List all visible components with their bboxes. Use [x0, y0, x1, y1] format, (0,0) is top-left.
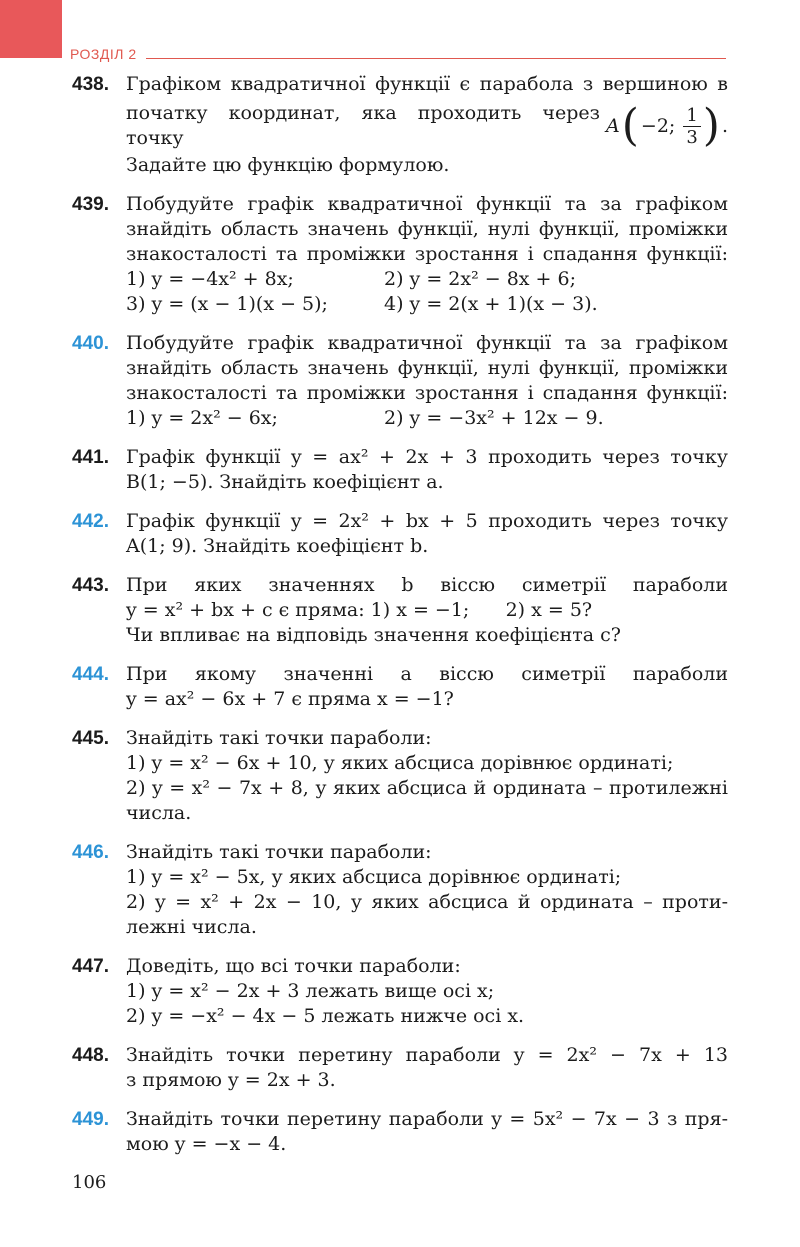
- fraction-numerator: 1: [683, 105, 700, 127]
- problem-text: Знайдіть точки перетину параболи y = 5x² − 7x − 3 з пря-: [126, 1108, 728, 1130]
- problem-text: Побудуйте графік квадратичної функції та за графіком: [126, 193, 728, 215]
- problem-text: знакосталості та проміжки зростання і спадання функції:: [126, 382, 728, 404]
- problem-text: 2) y = x² + 2x − 10, у яких абсциса й ордината – проти-: [126, 891, 728, 913]
- problem-text: Побудуйте графік квадратичної функції та за графіком: [126, 332, 728, 354]
- problem-text: Знайдіть такі точки параболи:: [126, 841, 432, 863]
- problem-text: Задайте цю функцію формулою.: [126, 154, 450, 176]
- problem-text: знакосталості та проміжки зростання і спадання функції:: [126, 243, 728, 265]
- subitem: 2) y = 2x² − 8x + 6;: [384, 268, 576, 290]
- problem-text: 1) y = x² − 6x + 10, у яких абсциса дорівнює ординаті;: [126, 752, 674, 774]
- problem-text: 2) y = x² − 7x + 8, у яких абсциса й ордината – протилежні: [126, 777, 728, 799]
- problem-number: 448.: [72, 1045, 109, 1066]
- problem-text: мою y = −x − 4.: [126, 1133, 287, 1155]
- problem-text: знайдіть область значень функції, нулі функції, проміжки: [126, 357, 728, 379]
- problem-445: [72, 726, 728, 826]
- section-title: РОЗДІЛ 2: [70, 46, 137, 62]
- problem-number: 443.: [72, 575, 109, 596]
- subitem: 3) y = (x − 1)(x − 5);: [126, 293, 328, 315]
- problem-text: Графік функції y = ax² + 2x + 3 проходить через точку: [126, 446, 728, 468]
- fraction-denominator: 3: [686, 126, 698, 148]
- problem-441: [72, 445, 728, 495]
- period: .: [721, 114, 728, 137]
- problem-text: Знайдіть такі точки параболи:: [126, 727, 432, 749]
- problem-text: При якому значенні a віссю симетрії параболи: [126, 663, 728, 685]
- problem-text: Чи впливає на відповідь значення коефіцієнта c?: [126, 624, 621, 646]
- problem-446: [72, 840, 728, 940]
- problem-number: 446.: [72, 842, 109, 863]
- problem-text: початку координат, яка проходить через точку: [126, 102, 600, 149]
- problem-text: y = x² + bx + c є пряма: 1) x = −1; 2) x = 5?: [126, 599, 593, 621]
- problem-text: Знайдіть точки перетину параболи y = 2x² − 7x + 13: [126, 1044, 728, 1066]
- problem-447: [72, 954, 728, 1029]
- section-color-tab: [0, 0, 62, 58]
- problem-448: [72, 1043, 728, 1093]
- subitem: 1) y = −4x² + 8x;: [126, 268, 294, 290]
- problem-442: [72, 509, 728, 559]
- point-x: −2;: [640, 114, 676, 137]
- problem-number: 441.: [72, 447, 109, 468]
- problem-438: [72, 72, 728, 178]
- problem-text: При яких значеннях b віссю симетрії параболи: [126, 574, 728, 596]
- problem-number: 442.: [72, 511, 109, 532]
- problem-text: Доведіть, що всі точки параболи:: [126, 955, 461, 977]
- page-number: 106: [72, 1172, 107, 1193]
- problem-text: Графіком квадратичної функції є парабола з вершиною в: [126, 73, 728, 95]
- problem-text: числа.: [126, 802, 192, 824]
- problem-number: 444.: [72, 664, 109, 685]
- problem-text: лежні числа.: [126, 916, 257, 938]
- header-rule: [146, 58, 726, 59]
- problem-number: 439.: [72, 194, 109, 215]
- problem-text: з прямою y = 2x + 3.: [126, 1069, 336, 1091]
- close-paren: ): [702, 100, 720, 151]
- problem-number: 449.: [72, 1109, 109, 1130]
- problem-text: B(1; −5). Знайдіть коефіцієнт a.: [126, 471, 444, 493]
- problems-list: [72, 72, 728, 1171]
- problem-443: [72, 573, 728, 648]
- problem-number: 447.: [72, 956, 109, 977]
- problem-444: [72, 662, 728, 712]
- problem-text: знайдіть область значень функції, нулі функції, проміжки: [126, 218, 728, 240]
- problem-number: 445.: [72, 728, 109, 749]
- subitem: 2) y = −3x² + 12x − 9.: [384, 407, 604, 429]
- problem-number: 440.: [72, 333, 109, 354]
- point-formula: [606, 100, 728, 151]
- problem-439: [72, 192, 728, 317]
- problem-440: [72, 331, 728, 431]
- problem-text: y = ax² − 6x + 7 є пряма x = −1?: [126, 688, 454, 710]
- fraction: [683, 105, 700, 148]
- problem-number: 438.: [72, 74, 109, 95]
- problem-text: 1) y = x² − 2x + 3 лежать вище осі x;: [126, 980, 495, 1002]
- problem-text: A(1; 9). Знайдіть коефіцієнт b.: [126, 535, 429, 557]
- problem-text: 2) y = −x² − 4x − 5 лежать нижче осі x.: [126, 1005, 525, 1027]
- problem-449: [72, 1107, 728, 1157]
- subitem: 1) y = 2x² − 6x;: [126, 407, 278, 429]
- subitem: 4) y = 2(x + 1)(x − 3).: [384, 293, 598, 315]
- problem-text: Графік функції y = 2x² + bx + 5 проходить через точку: [126, 510, 728, 532]
- point-name: A: [606, 114, 620, 137]
- open-paren: (: [621, 100, 639, 151]
- problem-text: 1) y = x² − 5x, у яких абсциса дорівнює ординаті;: [126, 866, 622, 888]
